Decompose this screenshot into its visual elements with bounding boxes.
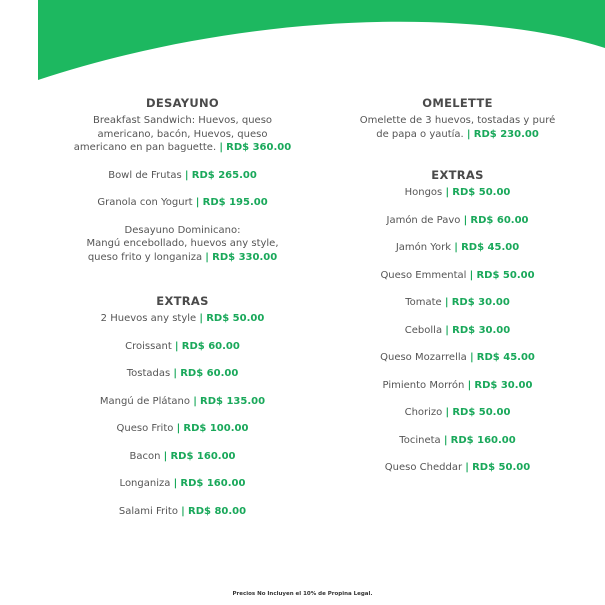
extra-item <box>335 296 580 310</box>
price-separator: | <box>173 478 178 489</box>
item-price: RD$ 360.00 <box>226 142 292 153</box>
item-line: americano, bacón, Huevos, queso <box>97 128 268 140</box>
extra-item <box>335 186 580 200</box>
menu-item <box>60 114 305 155</box>
item-label: Chorizo <box>404 407 443 418</box>
price-separator: | <box>181 505 185 517</box>
item-label: Bacon <box>129 450 161 462</box>
item-price: RD$ 60.00 <box>470 214 529 226</box>
item-label: Tocineta <box>399 434 441 446</box>
extra-item <box>335 406 580 420</box>
menu-item <box>60 169 305 183</box>
item-label: Queso Mozarrella <box>380 352 467 363</box>
item-line: Omelette de 3 huevos, tostadas y puré <box>359 115 556 126</box>
item-price: RD$ 50.00 <box>206 313 265 324</box>
item-price: RD$ 135.00 <box>200 395 266 407</box>
extra-item <box>60 450 305 464</box>
item-price: RD$ 30.00 <box>452 324 511 336</box>
item-price: RD$ 50.00 <box>472 462 531 473</box>
price-separator: | <box>454 242 458 253</box>
extra-item <box>335 269 580 283</box>
price-separator: | <box>219 142 223 153</box>
omelette-title: OMELETTE <box>422 96 493 110</box>
item-label: Cebolla <box>404 324 443 336</box>
price-separator: | <box>443 434 448 446</box>
item-price: RD$ 80.00 <box>188 505 247 517</box>
extra-item <box>60 505 305 519</box>
item-price: RD$ 45.00 <box>476 352 535 363</box>
price-separator: | <box>199 313 204 324</box>
menu-item <box>60 196 305 210</box>
extra-item <box>335 351 580 365</box>
desayuno-title: DESAYUNO <box>146 96 219 110</box>
price-separator: | <box>466 128 471 140</box>
item-line: Breakfast Sandwich: Huevos, queso <box>92 115 273 126</box>
item-price: RD$ 50.00 <box>452 187 511 198</box>
item-price: RD$ 60.00 <box>180 368 239 379</box>
left-column <box>60 96 305 518</box>
extra-item <box>335 379 580 393</box>
menu-item <box>60 224 305 265</box>
item-price: RD$ 30.00 <box>451 297 510 308</box>
item-price: RD$ 60.00 <box>181 340 240 352</box>
item-label: Mangú de Plátano <box>99 395 190 407</box>
item-price: RD$ 195.00 <box>202 197 268 208</box>
price-separator: | <box>465 462 469 473</box>
item-label: Hongos <box>404 187 443 198</box>
price-separator: | <box>174 340 179 352</box>
item-label: Queso Cheddar <box>384 462 463 473</box>
item-price: RD$ 50.00 <box>476 269 535 281</box>
item-price: RD$ 160.00 <box>170 450 236 462</box>
item-label: Tomate <box>405 297 442 308</box>
extra-item <box>335 241 580 255</box>
item-price: RD$ 230.00 <box>473 128 539 140</box>
price-separator: | <box>469 269 474 281</box>
price-separator: | <box>463 214 468 226</box>
item-label: Tostadas <box>126 368 171 379</box>
green-header-wave <box>0 0 605 90</box>
item-label: 2 Huevos any style <box>100 313 197 324</box>
item-price: RD$ 30.00 <box>474 379 533 391</box>
extra-item <box>60 395 305 409</box>
item-line: queso frito y longaniza <box>87 251 203 263</box>
item-line: Mangú encebollado, huevos any style, <box>86 238 279 249</box>
footer-note: Precios No Incluyen el 10% de Propina Legal. <box>232 591 373 597</box>
price-separator: | <box>444 297 449 308</box>
item-label: Salami Frito <box>118 505 178 517</box>
item-price: RD$ 160.00 <box>180 478 246 489</box>
price-separator: | <box>205 251 209 263</box>
extras-left-title: EXTRAS <box>156 294 209 308</box>
price-separator: | <box>445 324 449 336</box>
item-label: Queso Emmental <box>380 269 467 281</box>
price-separator: | <box>173 368 178 379</box>
item-label: Pimiento Morrón <box>382 379 465 391</box>
extra-item <box>60 477 305 491</box>
extras-right-list <box>335 186 580 475</box>
price-separator: | <box>184 169 189 181</box>
extra-item <box>335 214 580 228</box>
item-label: Jamón de Pavo <box>386 214 461 226</box>
extra-item <box>335 324 580 338</box>
item-label: Croissant <box>125 340 172 352</box>
item-price: RD$ 100.00 <box>183 423 249 434</box>
item-price: RD$ 330.00 <box>212 251 278 263</box>
price-separator: | <box>445 407 450 418</box>
price-separator: | <box>163 450 168 462</box>
item-label: Bowl de Frutas <box>108 169 182 181</box>
extra-item <box>335 461 580 475</box>
price-separator: | <box>195 197 200 208</box>
item-price: RD$ 50.00 <box>452 407 511 418</box>
item-line: Desayuno Dominicano: <box>124 224 241 236</box>
price-separator: | <box>467 379 472 391</box>
item-line: de papa o yautía. <box>376 128 464 140</box>
price-separator: | <box>193 395 197 407</box>
extras-right-title: EXTRAS <box>431 168 484 182</box>
extras-left-list <box>60 312 305 518</box>
item-price: RD$ 265.00 <box>191 169 257 181</box>
item-label: Granola con Yogurt <box>97 197 193 208</box>
menu-item <box>335 114 580 141</box>
item-price: RD$ 45.00 <box>461 242 520 253</box>
extra-item <box>60 340 305 354</box>
extra-item <box>60 312 305 326</box>
extra-item <box>60 367 305 381</box>
price-separator: | <box>445 187 450 198</box>
item-line: americano en pan baguette. <box>73 142 217 153</box>
item-label: Jamón York <box>395 242 452 253</box>
price-separator: | <box>469 352 474 363</box>
price-separator: | <box>176 423 181 434</box>
extra-item <box>60 422 305 436</box>
item-label: Longaniza <box>119 478 171 489</box>
item-label: Queso Frito <box>116 423 174 434</box>
right-column <box>335 96 580 475</box>
item-price: RD$ 160.00 <box>450 434 516 446</box>
extra-item <box>335 434 580 448</box>
